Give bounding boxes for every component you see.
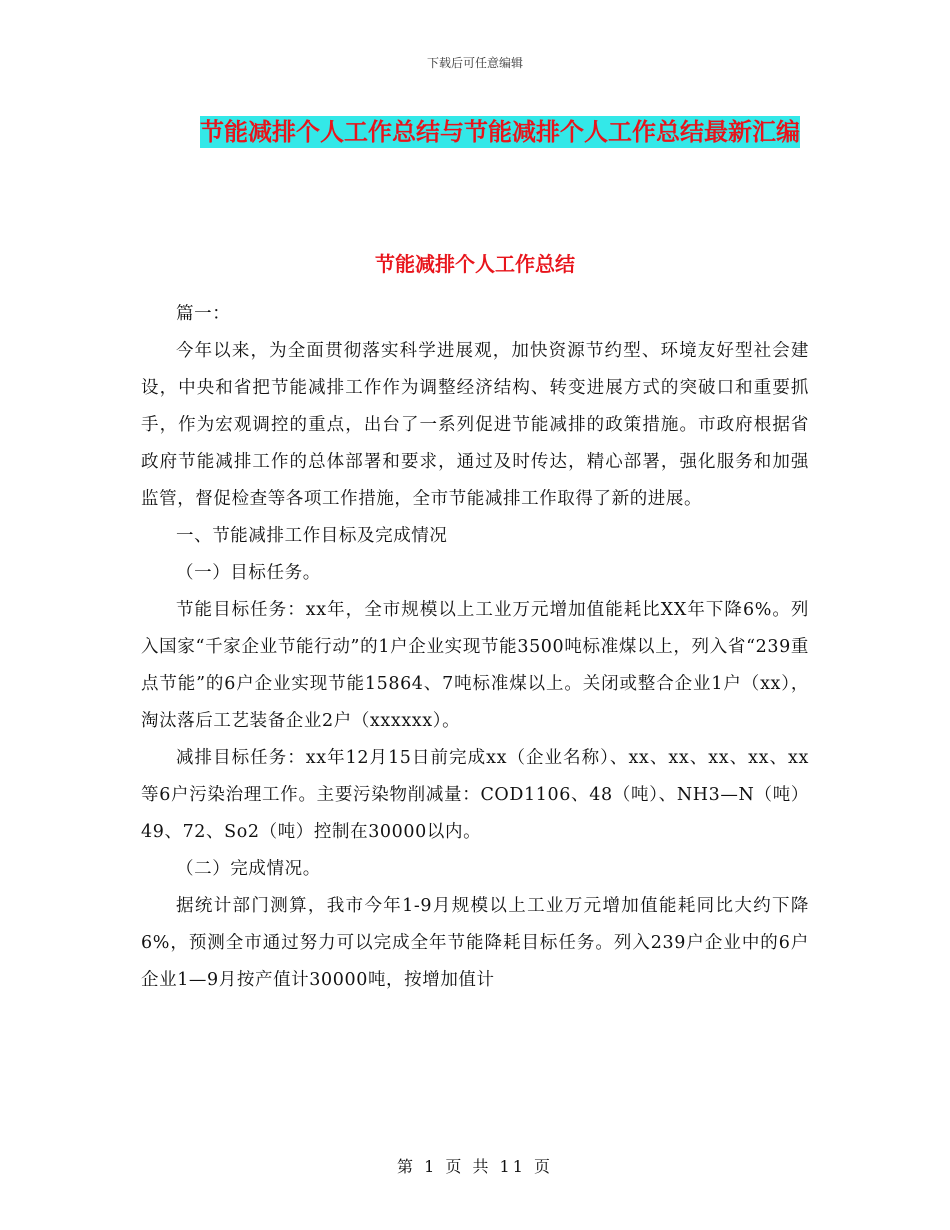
- paragraph: 据统计部门测算，我市今年1-9月规模以上工业万元增加值能耗同比大约下降6%，预测全市通过努力可以完成全年节能降耗目标任务。列入239户企业中的6户企业1—9月按产值计30000吨，按增加值计: [141, 896, 809, 990]
- document-title: [190, 112, 810, 152]
- header-note: 下载后可任意编辑: [426, 56, 523, 70]
- paragraph: 节能目标任务：xx年，全市规模以上工业万元增加值能耗比XX年下降6%。列入国家“千家企业节能行动”的1户企业实现节能3500吨标准煤以上，列入省“239重点节能”的6户企业实现节能15864、7吨标准煤以上。关闭或整合企业1户（xx），淘汰落后工艺装备企业2户（xxxxxx）。: [141, 600, 809, 731]
- page-footer: 第 1 页 共 11 页: [397, 1157, 553, 1176]
- section-title: 节能减排个人工作总结: [375, 252, 575, 276]
- document-title-text: 节能减排个人工作总结与节能减排个人工作总结最新汇编: [200, 118, 800, 146]
- paragraph: 今年以来，为全面贯彻落实科学进展观，加快资源节约型、环境友好型社会建设，中央和省把节能减排工作作为调整经济结构、转变进展方式的突破口和重要抓手，作为宏观调控的重点，出台了一系列促进节能减排的政策措施。市政府根据省政府节能减排工作的总体部署和要求，通过及时传达，精心部署，强化服务和加强监管，督促检查等各项工作措施，全市节能减排工作取得了新的进展。: [141, 341, 809, 509]
- paragraph: 篇一：: [176, 304, 231, 324]
- document-body: [141, 296, 809, 999]
- paragraph: 一、节能减排工作目标及完成情况: [176, 526, 448, 546]
- paragraph: 减排目标任务：xx年12月15日前完成xx（企业名称）、xx、xx、xx、xx、xx等6户污染治理工作。主要污染物削减量：COD1106、48（吨）、NH3—N（吨）49、72、So2（吨）控制在30000以内。: [141, 748, 809, 842]
- paragraph: （二）完成情况。: [176, 859, 321, 879]
- paragraph: （一）目标任务。: [176, 563, 321, 583]
